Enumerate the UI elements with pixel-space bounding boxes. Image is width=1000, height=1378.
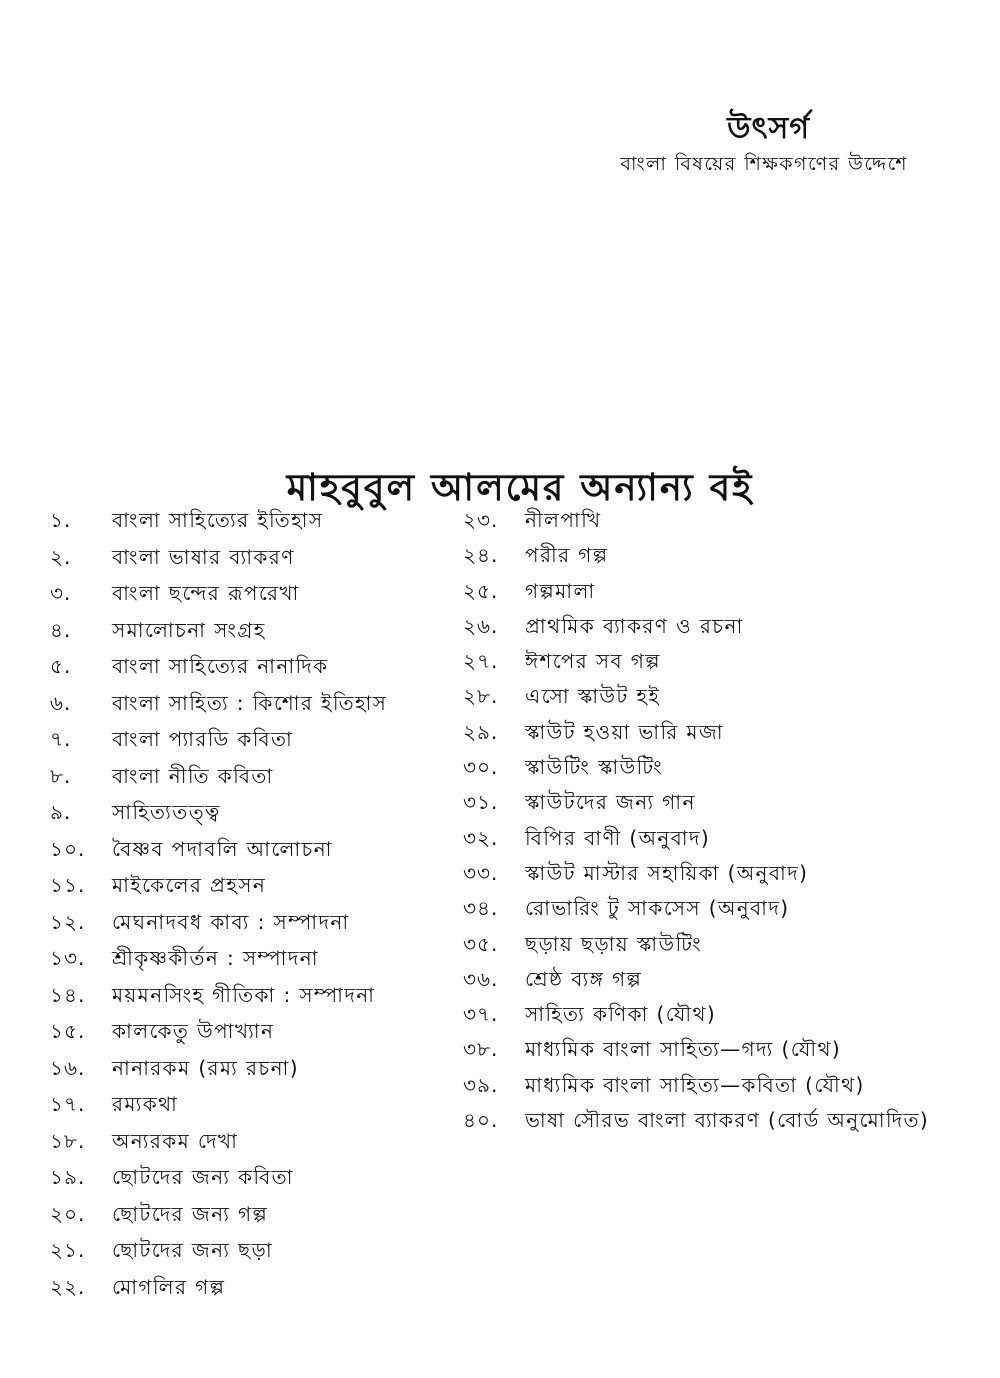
book-title: মাধ্যমিক বাংলা সাহিত্য—কবিতা (যৌথ) xyxy=(525,1072,865,1097)
book-number: ২৭. xyxy=(463,649,499,674)
book-number: ১৪. xyxy=(50,982,86,1007)
book-title: ভাষা সৌরভ বাংলা ব্যাকরণ (বোর্ড অনুমোদিত) xyxy=(525,1108,930,1133)
book-number: ২৫. xyxy=(463,578,499,603)
book-list-item xyxy=(50,871,470,908)
book-number: ১. xyxy=(50,508,72,532)
book-title: রম্যকথা xyxy=(112,1092,179,1116)
book-list-item xyxy=(50,762,470,799)
book-title: বাংলা ভাষার ব্যাকরণ xyxy=(112,544,295,569)
book-title: ছোটদের জন্য গল্প xyxy=(112,1201,269,1226)
book-list-item xyxy=(50,543,470,580)
book-number: ১৭. xyxy=(50,1092,86,1116)
book-list-item xyxy=(463,506,983,541)
book-title: নীলপাখি xyxy=(525,508,602,532)
book-number: ১৬. xyxy=(50,1055,86,1080)
book-title: রোভারিং টু সাকসেস (অনুবাদ) xyxy=(525,896,790,921)
book-list-item xyxy=(463,541,983,576)
book-number: ৩১. xyxy=(463,790,499,815)
book-title: স্কাউটদের জন্য গান xyxy=(525,790,696,815)
book-number: ৩০. xyxy=(463,755,499,780)
book-list-item xyxy=(463,859,983,894)
book-list-item xyxy=(463,965,983,1000)
book-list-item xyxy=(463,824,983,859)
book-list-item xyxy=(50,1200,470,1237)
book-list-item xyxy=(463,930,983,965)
book-title: মেঘনাদবধ কাব্য : সম্পাদনা xyxy=(112,909,350,934)
book-number: ১০. xyxy=(50,836,86,861)
book-number: ২০. xyxy=(50,1201,86,1226)
book-list-item xyxy=(463,894,983,929)
book-number: ১৯. xyxy=(50,1165,86,1189)
book-title: বাংলা নীতি কবিতা xyxy=(112,763,274,788)
book-list-item xyxy=(50,798,470,835)
book-number: ৩৯. xyxy=(463,1072,499,1097)
book-title: বাংলা ছন্দের রূপরেখা xyxy=(112,581,300,605)
book-title: বাংলা সাহিত্যের ইতিহাস xyxy=(112,508,324,532)
book-number: ৬. xyxy=(50,690,72,715)
book-list-item xyxy=(50,616,470,653)
book-list-item xyxy=(50,1054,470,1091)
book-list-item xyxy=(50,689,470,726)
book-list-item xyxy=(50,652,470,689)
book-number: ৩৮. xyxy=(463,1037,499,1062)
book-title: মাধ্যমিক বাংলা সাহিত্য—গদ্য (যৌথ) xyxy=(525,1037,842,1062)
book-title: স্কাউট হওয়া ভারি মজা xyxy=(525,719,724,744)
book-list-item xyxy=(463,612,983,647)
book-list-item xyxy=(50,725,470,762)
book-number: ৩৪. xyxy=(463,896,499,921)
book-number: ৭. xyxy=(50,727,72,751)
book-number: ৩. xyxy=(50,581,72,605)
book-title: শ্রেষ্ঠ ব্যঙ্গ গল্প xyxy=(525,966,643,991)
dedication-text: বাংলা বিষয়ের শিক্ষকগণের উদ্দেশে xyxy=(620,153,908,175)
book-list-item xyxy=(463,577,983,612)
book-title: কালকেতু উপাখ্যান xyxy=(112,1019,275,1043)
book-list-right-column xyxy=(463,506,983,1141)
book-list-item xyxy=(50,1017,470,1054)
book-list-item xyxy=(463,1000,983,1035)
book-number: ৮. xyxy=(50,763,72,788)
book-number: ৯. xyxy=(50,800,72,824)
book-title: বাংলা সাহিত্য : কিশোর ইতিহাস xyxy=(112,690,388,715)
book-title: প্রাথমিক ব্যাকরণ ও রচনা xyxy=(525,613,744,638)
book-number: ২১. xyxy=(50,1238,86,1262)
book-number: ৪. xyxy=(50,617,72,642)
book-list-item xyxy=(463,753,983,788)
book-number: ১৫. xyxy=(50,1019,86,1043)
book-list-item xyxy=(50,1090,470,1127)
book-title: বাংলা সাহিত্যের নানাদিক xyxy=(112,654,329,678)
book-list-item xyxy=(50,835,470,872)
book-number: ৩৬. xyxy=(463,966,499,991)
book-number: ২৬. xyxy=(463,613,499,638)
book-number: ১১. xyxy=(50,873,86,897)
book-list-item xyxy=(50,944,470,981)
book-title: ঈশপের সব গল্প xyxy=(525,649,661,674)
book-number: ১৩. xyxy=(50,946,86,970)
book-number: ৪০. xyxy=(463,1108,499,1133)
book-title: গল্পমালা xyxy=(525,578,596,603)
book-title: স্কাউটিং স্কাউটিং xyxy=(525,755,664,780)
book-number: ৩২. xyxy=(463,825,499,850)
book-list-item xyxy=(50,506,470,543)
book-number: ৩৩. xyxy=(463,860,499,885)
dedication-title: উৎসর্গ xyxy=(727,111,810,146)
book-list-item xyxy=(463,788,983,823)
book-number: ২৯. xyxy=(463,719,499,744)
book-title: সমালোচনা সংগ্রহ xyxy=(112,617,266,642)
book-number: ৩৫. xyxy=(463,931,499,956)
book-title: মোগলির গল্প xyxy=(112,1274,226,1299)
book-number: ২৩. xyxy=(463,508,499,532)
book-number: ৫. xyxy=(50,654,72,678)
book-list-item xyxy=(463,647,983,682)
book-title: এসো স্কাউট হই xyxy=(525,684,661,709)
book-title: নানারকম (রম্য রচনা) xyxy=(112,1055,299,1080)
book-title: স্কাউট মাস্টার সহায়িকা (অনুবাদ) xyxy=(525,860,809,885)
book-list-item xyxy=(50,981,470,1018)
book-title: ছোটদের জন্য কবিতা xyxy=(112,1165,294,1189)
book-title: ছোটদের জন্য ছড়া xyxy=(112,1238,274,1262)
book-list-item xyxy=(463,718,983,753)
book-number: ১৮. xyxy=(50,1128,86,1153)
book-number: ২. xyxy=(50,544,72,569)
book-title: মাইকেলের প্রহসন xyxy=(112,873,267,897)
book-list-item xyxy=(463,682,983,717)
book-list-item xyxy=(50,1236,470,1273)
book-number: ২৪. xyxy=(463,543,499,568)
book-list-item xyxy=(50,579,470,616)
book-title: ময়মনসিংহ গীতিকা : সম্পাদনা xyxy=(112,982,376,1007)
book-title: অন্যরকম দেখা xyxy=(112,1128,239,1153)
book-list-item xyxy=(50,1273,470,1310)
book-title: শ্রীকৃষ্ণকীর্তন : সম্পাদনা xyxy=(112,946,319,970)
book-title: পরীর গল্প xyxy=(525,543,609,568)
book-title: সাহিত্য কণিকা (যৌথ) xyxy=(525,1002,717,1027)
book-list-item xyxy=(463,1035,983,1070)
book-title: বাংলা প্যারডি কবিতা xyxy=(112,727,294,751)
book-number: ২২. xyxy=(50,1274,86,1299)
book-list-left-column xyxy=(50,506,470,1309)
book-number: ১২. xyxy=(50,909,86,934)
book-title: ছড়ায় ছড়ায় স্কাউটিং xyxy=(525,931,703,956)
book-list-item xyxy=(50,1163,470,1200)
book-list-item xyxy=(50,908,470,945)
book-number: ৩৭. xyxy=(463,1002,499,1027)
book-list-heading: মাহবুবুল আলমের অন্যান্য বই xyxy=(286,466,754,509)
book-list-item xyxy=(50,1127,470,1164)
book-title: বৈষ্ণব পদাবলি আলোচনা xyxy=(112,836,333,861)
book-list-item xyxy=(463,1071,983,1106)
book-list-item xyxy=(463,1106,983,1141)
book-title: সাহিত্যতত্ত্ব xyxy=(112,800,221,824)
book-title: বিপির বাণী (অনুবাদ) xyxy=(525,825,711,850)
book-number: ২৮. xyxy=(463,684,499,709)
